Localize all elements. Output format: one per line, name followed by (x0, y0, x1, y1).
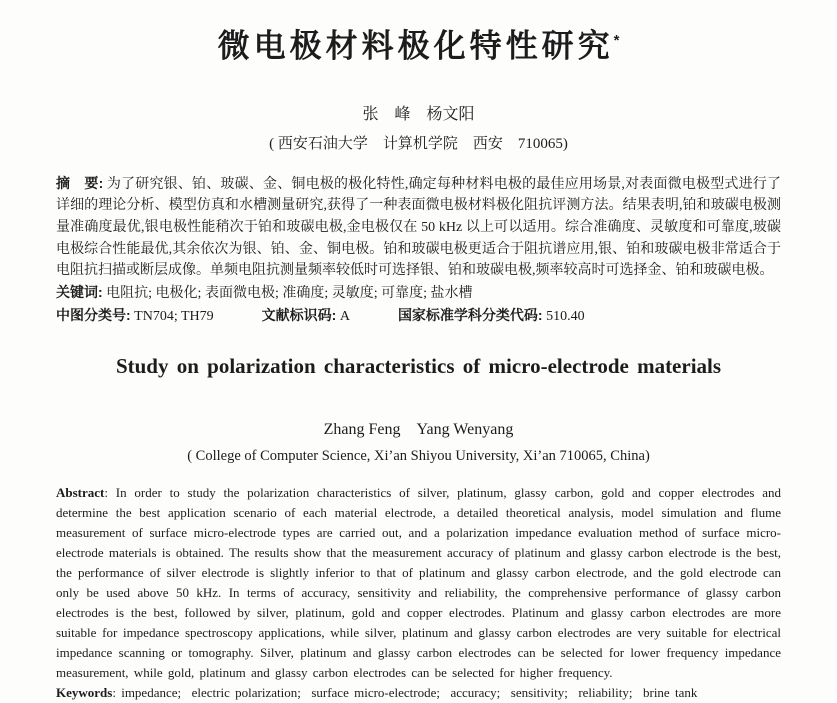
affiliation-chinese: ( 西安石油大学 计算机学院 西安 710065) (269, 135, 568, 152)
abstract-chinese-label: 摘 要: (56, 174, 104, 191)
subject-code-label: 国家标准学科分类代码: (397, 306, 543, 323)
paper-title-chinese (56, 0, 781, 67)
classification-line (56, 305, 781, 328)
keywords-chinese-label: 关键词: (56, 284, 103, 301)
subject-code-value: 510.40 (542, 308, 585, 324)
document-code-label: 文献标识码: (261, 306, 337, 323)
clc-label: 中图分类号: (56, 306, 131, 323)
abstract-english-text: : In order to study the polarization characteristics of silver, platinum, glassy carbon, gold and copper electrodes and determine the best application scenario of each material electrode, a detailed theoretical analysis, model simulation and flume measurement of surface micro-electrode types are carried out, and a polarization impedance evaluation method of surface micro-electrode materials is obtained. The results show that the measurement accuracy of platinum and glassy carbon electrode is the best, the performance of silver electrode is slightly inferior to that of platinum and glassy carbon electrode, and the gold electrode can only be used above 50 kHz. In terms of accuracy, sensitivity and reliability, the comprehensive performance of glassy carbon electrodes is the best, followed by silver, platinum, gold and copper electrodes. Platinum and glassy carbon electrodes are more suitable for impedance spectroscopy applications, while silver, platinum and glassy carbon electrodes are very suitable for electrical impedance scanning or tomography. Silver, platinum and glassy carbon electrodes can be selected for lower frequency impedance measurement, while gold, platinum and glassy carbon electrodes can be selected for higher frequency. (56, 484, 781, 680)
affiliation-english: ( College of Computer Science, Xi’an Shiyou University, Xi’an 710065, China) (187, 447, 650, 464)
abstract-chinese-text: 为了研究银、铂、玻碳、金、铜电极的极化特性,确定每种材料电极的最佳应用场景,对表面微电极型式进行了详细的理论分析、模型仿真和水槽测量研究,获得了一种表面微电极材料极化阻抗评测方法。结果表明,铂和玻碳电极测量准确度最优,银电极性能稍次于铂和玻碳电极,金电极仅在 50 kHz 以上可以适用。综合准确度、灵敏度和可靠度,玻碳电极综合性能最优,其余依次为银、铂、金、铜电极。铂和玻碳电极更适合于阻抗谱应用,银、铂和玻碳电极非常适合于电阻抗扫描或断层成像。单频电阻抗测量频率较低时可选择银、铂和玻碳电极,频率较高时可选择金、铂和玻碳电极。 (56, 176, 781, 279)
authors-english: Zhang Feng Yang Wenyang (323, 420, 514, 438)
title-footnote-marker: * (613, 32, 620, 49)
abstract-english-label: Abstract (56, 484, 105, 500)
keywords-chinese (56, 282, 781, 305)
document-code-value: A (336, 308, 350, 324)
abstract-english (56, 483, 781, 683)
keywords-english (56, 683, 781, 703)
authors-chinese: 张 峰 杨文阳 (362, 105, 475, 123)
paper-title-chinese-text: 微电极材料极化特性研究 (217, 27, 614, 64)
clc-value: TN704; TH79 (130, 308, 214, 324)
abstract-chinese (56, 173, 781, 283)
keywords-english-label: Keywords (56, 684, 113, 700)
keywords-english-text: : impedance; electric polarization; surface micro-electrode; accuracy; sensitivity; reliability; brine tank (112, 684, 698, 700)
paper-title-english: Study on polarization characteristics of micro-electrode materials (115, 353, 722, 378)
keywords-chinese-text: 电阻抗; 电极化; 表面微电极; 准确度; 灵敏度; 可靠度; 盐水槽 (102, 286, 473, 302)
